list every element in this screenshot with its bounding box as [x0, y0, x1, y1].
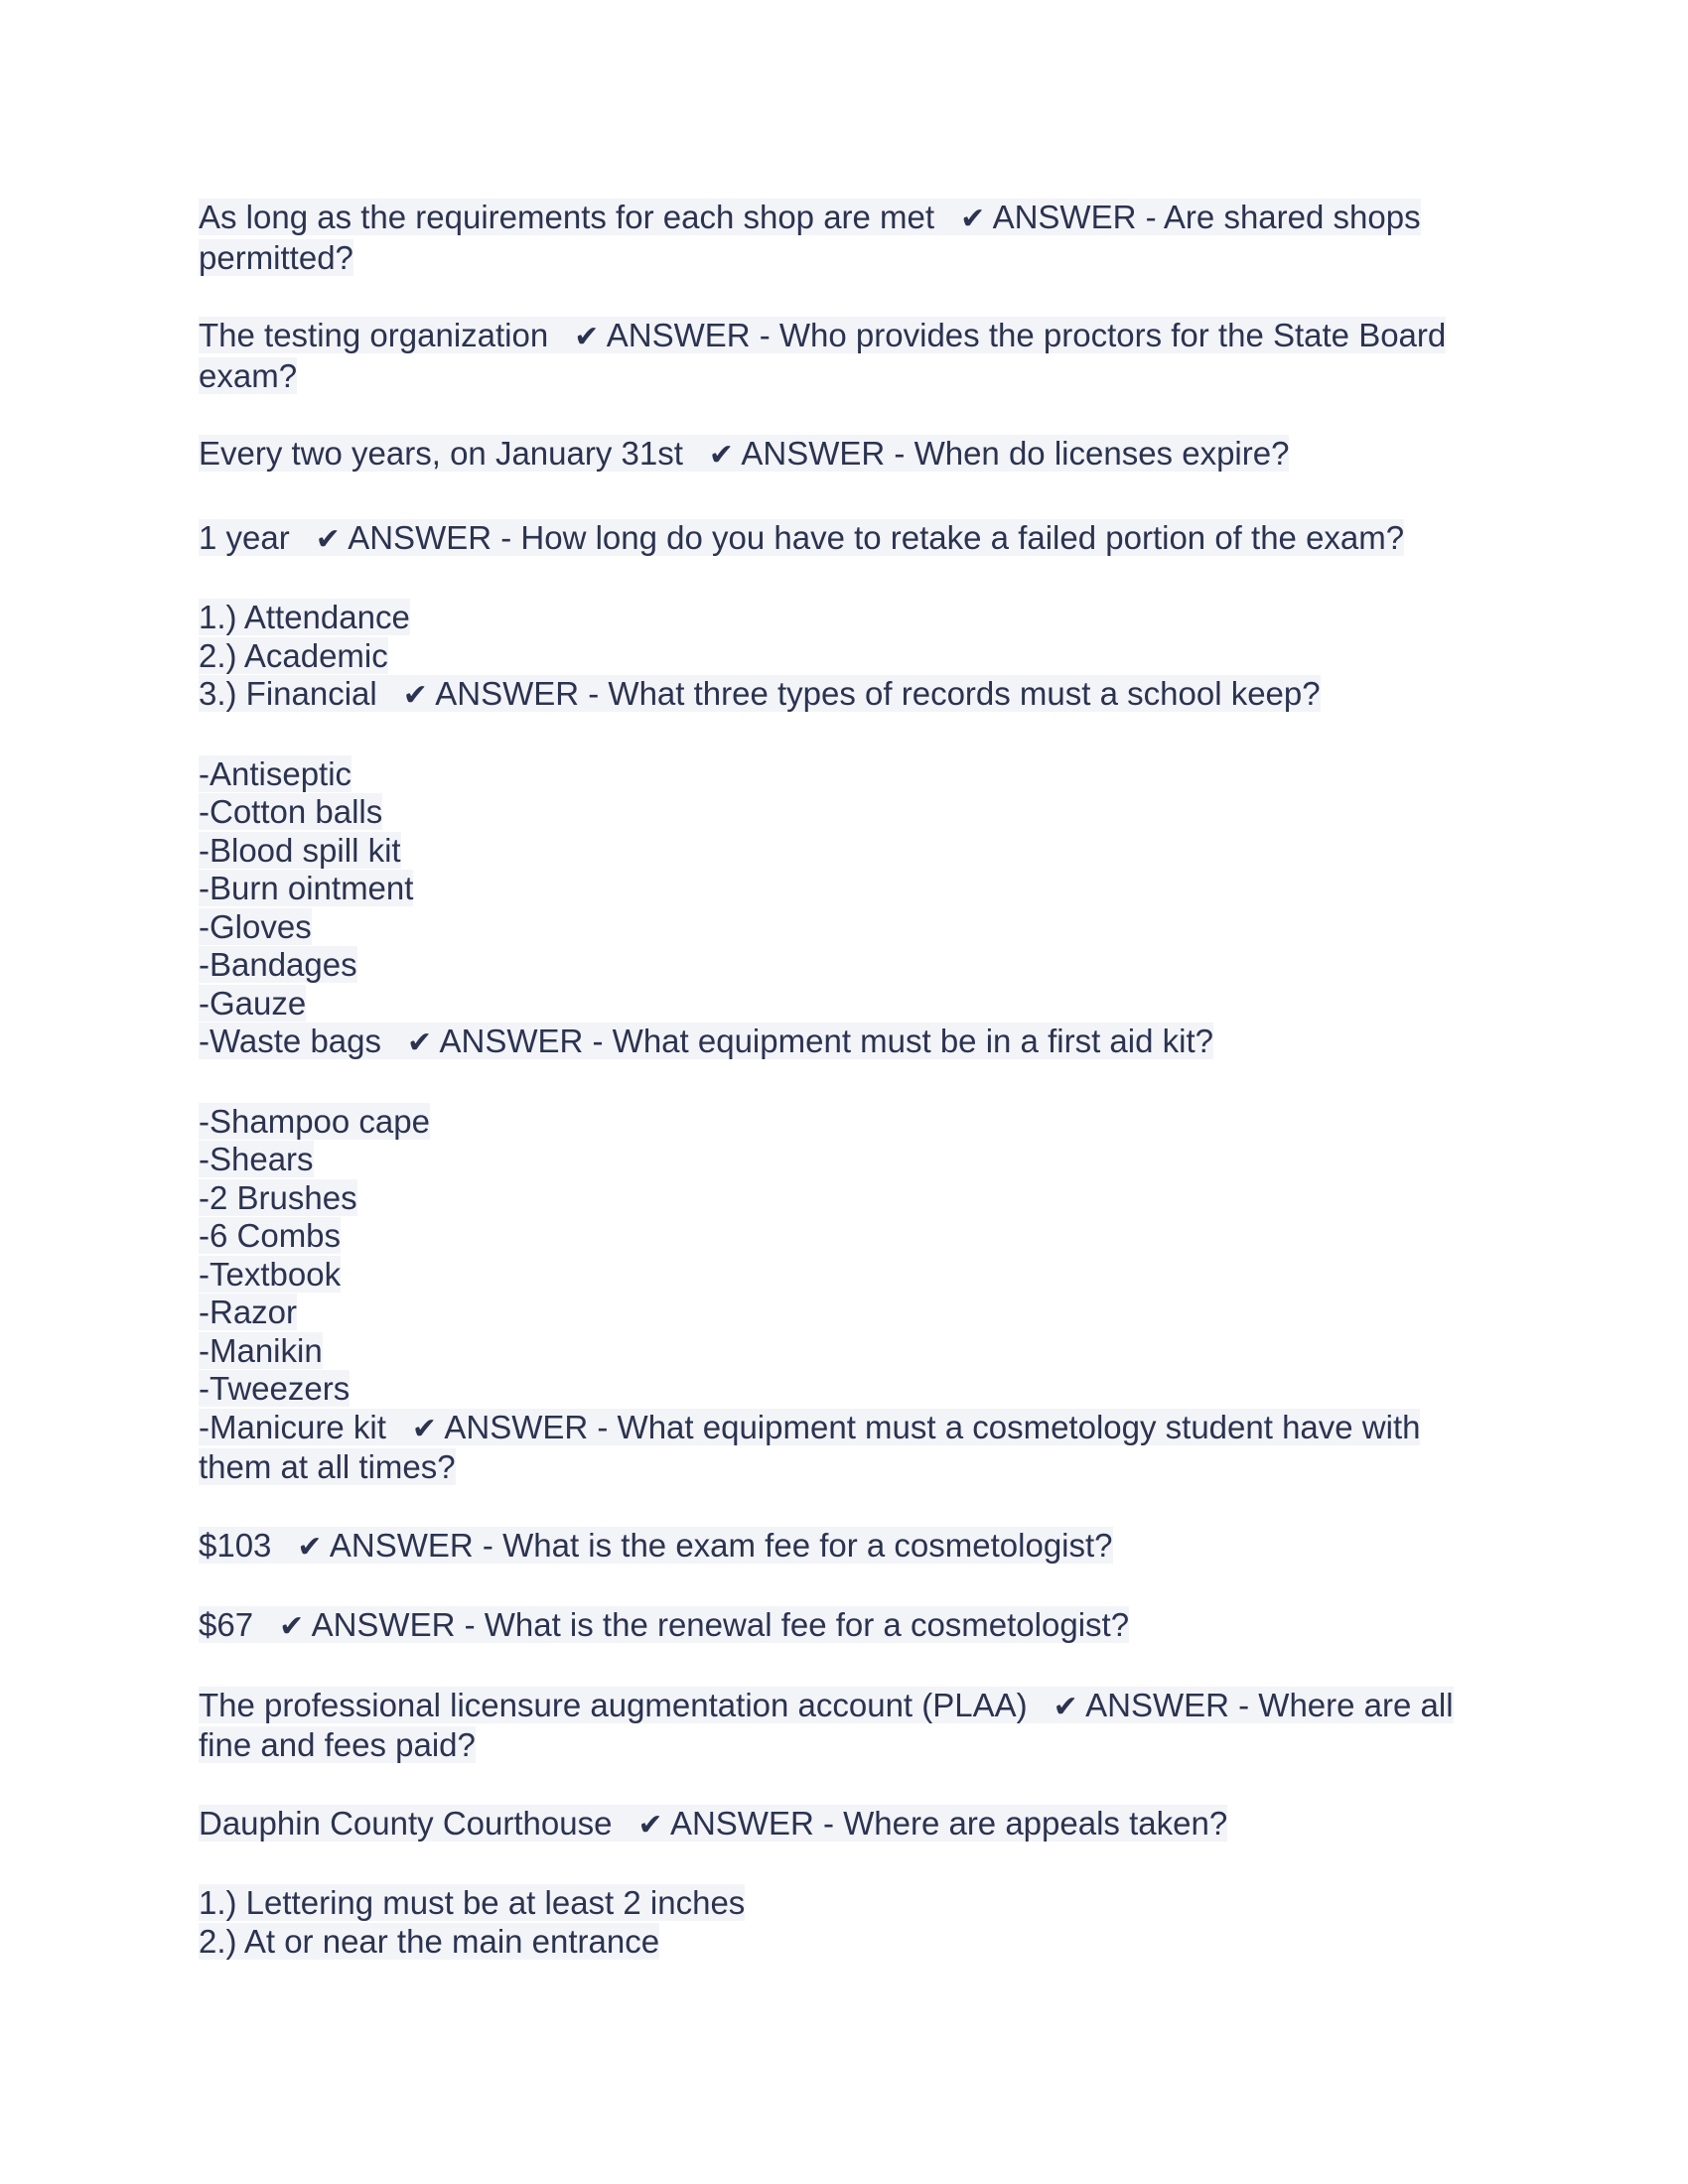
list-line: -Cotton balls	[199, 793, 383, 830]
question-label: ANSWER - How long do you have to retake a failed portion of the exam?	[348, 518, 1405, 556]
qa-item	[199, 519, 1489, 560]
qa-item	[199, 435, 1489, 476]
question-label: ANSWER - When do licenses expire?	[741, 435, 1290, 472]
list-line: -Gauze	[199, 984, 307, 1022]
question-label: ANSWER - What is the renewal fee for a cosmetologist?	[311, 1606, 1130, 1643]
check-icon: ✔	[297, 1529, 323, 1565]
qa-item-partial	[199, 1884, 1489, 1961]
answer-text: -Manicure kit	[199, 1408, 386, 1445]
question-label: ANSWER - What three types of records must a school keep?	[435, 675, 1321, 712]
answer-text: 1 year	[199, 518, 290, 556]
qa-item	[199, 755, 1489, 1063]
list-line: -Textbook	[199, 1255, 342, 1293]
list-line: -6 Combs	[199, 1217, 342, 1254]
question-label: ANSWER - Are shared shops permitted?	[199, 199, 1421, 276]
check-icon: ✔	[279, 1609, 305, 1644]
answer-text: $67	[199, 1606, 254, 1643]
question-label: ANSWER - What equipment must be in a first aid kit?	[439, 1023, 1213, 1059]
document-page	[199, 199, 1489, 1985]
check-icon: ✔	[315, 521, 341, 557]
question-label: ANSWER - What equipment must a cosmetology student have with them at all times?	[199, 1408, 1421, 1485]
check-icon: ✔	[574, 320, 600, 354]
list-line: -Bandages	[199, 946, 357, 983]
list-line: 2.) At or near the main entrance	[199, 1922, 660, 1960]
check-icon: ✔	[960, 202, 986, 236]
answer-text: -Waste bags	[199, 1023, 382, 1059]
list-line: -Shears	[199, 1141, 314, 1177]
list-line: -Tweezers	[199, 1370, 351, 1407]
answer-text: 3.) Financial	[199, 675, 377, 712]
list-line: -Shampoo cape	[199, 1102, 430, 1140]
list-line: 1.) Lettering must be at least 2 inches	[199, 1884, 746, 1921]
list-line: 1.) Attendance	[199, 599, 410, 635]
check-icon: ✔	[637, 1807, 663, 1843]
list-line: -Razor	[199, 1294, 298, 1330]
list-line: 2.) Academic	[199, 636, 388, 674]
check-icon: ✔	[402, 678, 428, 713]
list-line: -Blood spill kit	[199, 831, 401, 869]
check-icon: ✔	[708, 438, 735, 473]
qa-item	[199, 599, 1489, 716]
list-line: -Manikin	[199, 1331, 323, 1369]
qa-item	[199, 1103, 1489, 1487]
check-icon: ✔	[407, 1025, 433, 1060]
answer-text: The testing organization	[199, 317, 549, 353]
qa-item	[199, 1805, 1489, 1845]
answer-text: Every two years, on January 31st	[199, 435, 683, 472]
answer-text: As long as the requirements for each shop are met	[199, 199, 935, 235]
question-label: ANSWER - What is the exam fee for a cosmetologist?	[329, 1526, 1113, 1564]
answer-text: The professional licensure augmentation account (PLAA)	[199, 1686, 1028, 1723]
qa-item	[199, 199, 1489, 277]
qa-item	[199, 1527, 1489, 1568]
list-line: -Gloves	[199, 907, 312, 945]
list-line: -2 Brushes	[199, 1178, 357, 1216]
qa-item	[199, 1606, 1489, 1647]
check-icon: ✔	[1053, 1689, 1078, 1724]
question-label: ANSWER - Who provides the proctors for the State Board exam?	[199, 317, 1447, 394]
qa-item	[199, 1687, 1489, 1765]
question-label: ANSWER - Where are all fine and fees paid?	[199, 1686, 1454, 1763]
answer-text: $103	[199, 1526, 272, 1564]
list-line: -Antiseptic	[199, 754, 352, 792]
question-label: ANSWER - Where are appeals taken?	[669, 1804, 1228, 1842]
answer-text: Dauphin County Courthouse	[199, 1804, 613, 1842]
check-icon: ✔	[411, 1411, 438, 1446]
list-line: -Burn ointment	[199, 870, 414, 906]
qa-item	[199, 317, 1489, 395]
